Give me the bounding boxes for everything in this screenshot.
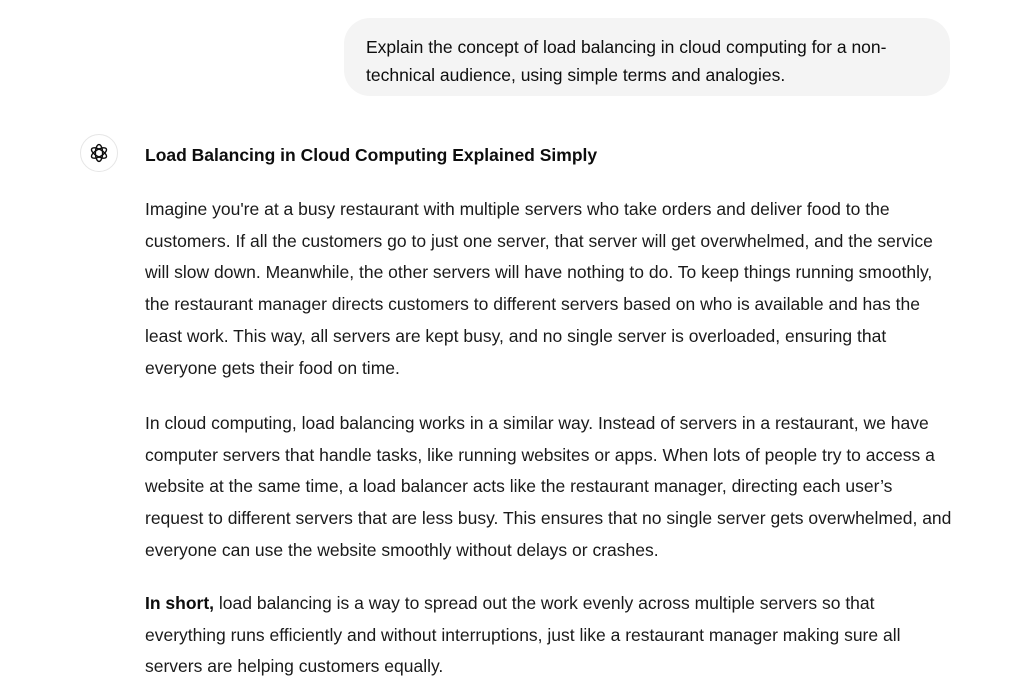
summary-body: load balancing is a way to spread out the work evenly across multiple servers so that everything runs efficiently and without interruptions, just like a restaurant manager making sure all servers are helping customers equally. <box>145 593 901 677</box>
paragraph-cloud-explanation: In cloud computing, load balancing works in a similar way. Instead of servers in a restaurant, we have computer servers that handle tasks, like running websites or apps. When lots of people try to access a website at the same time, a load balancer acts like the restaurant manager, directing each user’s request to different servers that are less busy. This ensures that no single server gets overwhelmed, and everyone can use the website smoothly without delays or crashes. <box>145 413 952 560</box>
summary-lead: In short, <box>145 593 215 613</box>
openai-logo-icon <box>87 141 111 165</box>
assistant-message <box>145 138 965 677</box>
paragraph-summary <box>145 588 955 683</box>
user-message-text: Explain the concept of load balancing in cloud computing for a non-technical audience, using simple terms and analogies. <box>366 37 887 85</box>
response-title: Load Balancing in Cloud Computing Explained Simply <box>145 145 598 165</box>
assistant-avatar <box>80 134 118 172</box>
paragraph-restaurant-analogy: Imagine you're at a busy restaurant with multiple servers who take orders and deliver food to the customers. If all the customers go to just one server, that server will get overwhelmed, and the service will slow down. Meanwhile, the other servers will have nothing to do. To keep things running smoothly, the restaurant manager directs customers to different servers based on who is available and has the least work. This way, all servers are kept busy, and no single server is overloaded, ensuring that everyone gets their food on time. <box>145 199 933 378</box>
user-message-bubble <box>344 18 950 96</box>
